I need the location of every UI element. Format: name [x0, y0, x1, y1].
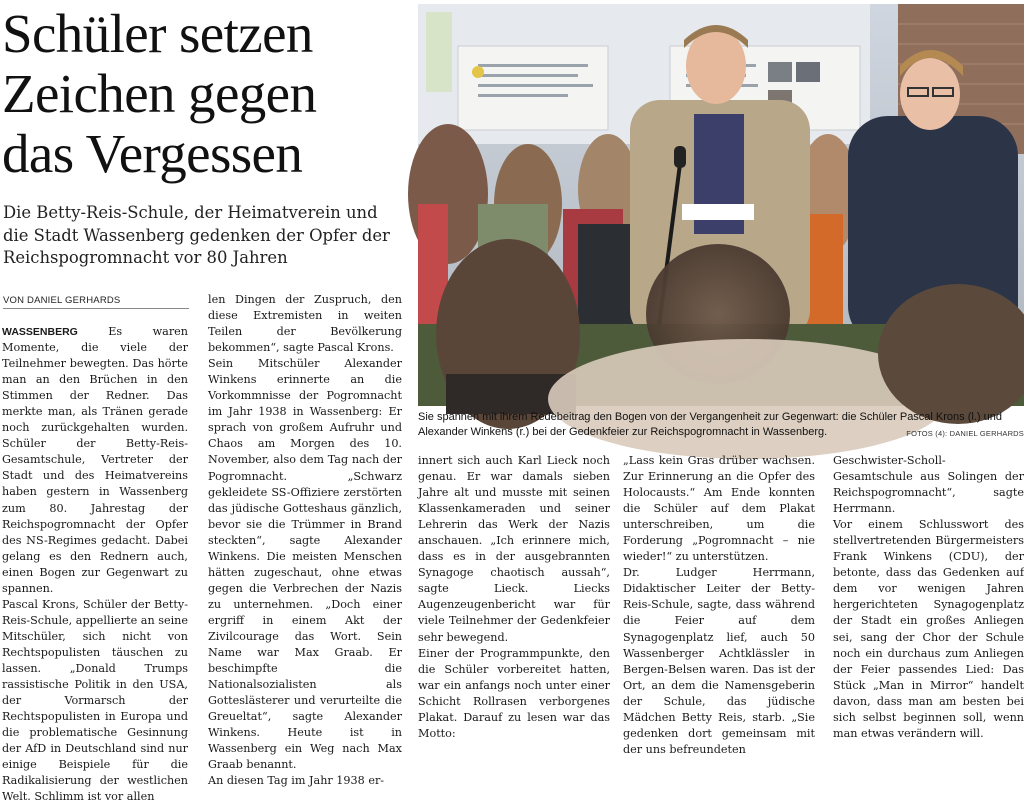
photo-illustration	[418, 4, 1024, 406]
headline-line-2: Zeichen gegen	[2, 63, 317, 124]
text-column-3: innert sich auch Karl Lieck noch genau. Er war damals sieben Jahre alt und musste mit seinen Klassenkameraden und seiner Lehrerin das Werk der Nazis anschauen. „Ich erinnere mich, dass es in der ausgebrannten Synagoge chaotisch aussah“, sagte Lieck. Liecks Augenzeugenbericht war für viele Teilnehmer der Gedenkfeier sehr bewegend. Einer der Programmpunkte, den die Schüler vorbereitet hatten, war ein anfangs noch unter einer Schicht Rollrasen verborgenes Plakat. Darauf zu lesen war das Motto:	[418, 454, 610, 740]
article-byline: VON DANIEL GERHARDS	[3, 295, 189, 309]
text-column-4: „Lass kein Gras drüber wachsen. Zur Erinnerung an die Opfer des Holocausts.“ Am Ende konnten die Schüler auf dem Plakat unterschreiben, um die Forderung „Pogromnacht – nie wieder!“ zu unterstützen. Dr. Ludger Herrmann, Didaktischer Leiter der Betty-Reis-Schule, sagte, dass während die Feier auf dem Synagogenplatz lief, auch 50 Wassenberger Achtklässler in Bergen-Belsen waren. Das ist der Ort, an dem die Namensgeberin der Schule, das jüdische Mädchen Betty Reis, starb. „Sie gedenken dort gemeinsam mit der uns befreundeten	[623, 454, 815, 756]
photo-caption: Sie spannen mit ihrem Redebeitrag den Bogen von der Vergangenheit zur Gegenwart: die Schüler Pascal Krons (l.) und Alexander Winkens (r.) bei der Gedenkfeier zur Reichspogromnacht in Wassenberg.	[418, 411, 1002, 438]
photo-credit: FOTOS (4): DANIEL GERHARDS	[906, 429, 1024, 438]
text-column-1	[2, 324, 189, 804]
article-photo	[418, 4, 1024, 406]
headline-line-3: das Vergessen	[2, 123, 303, 184]
article-dateline: WASSENBERG	[2, 326, 78, 338]
article-subhead: Die Betty-Reis-Schule, der Heimatverein und die Stadt Wassenberg gedenken der Opfer der Reichspogromnacht vor 80 Jahren	[3, 203, 390, 267]
text-column-5: Geschwister-Scholl-Gesamtschule aus Solingen der Reichspogromnacht“, sagte Herrmann. Vor einem Schlusswort des stellvertretenden Bürgermeisters Frank Winkens (CDU), der betonte, dass das Gedenken auf dem vor wenigen Jahren hergerichteten Synagogenplatz der Stadt ein großes Anliegen sei, sang der Chor der Schule noch ein durchaus zum Anliegen der Feier passendes Lied: Das Stück „Man in Mirror“ handelt davon, dass man am besten bei sich selbst beginnen soll, wenn man etwas verändern will.	[833, 454, 1024, 740]
article-headline	[2, 4, 402, 184]
headline-line-1: Schüler setzen	[2, 3, 313, 64]
text-column-2: len Dingen der Zuspruch, den diese Extremisten in weiten Teilen der Bevölkerung bekommen“, sagte Pascal Krons. Sein Mitschüler Alexander Winkens erinnerte an die Vorkommnisse der Pogromnacht im Jahr 1938 in Wassenberg: Er sprach von großem Aufruhr und Chaos am Morgen des 10. November, also dem Tag nach der Pogromnacht. „Schwarz gekleidete SS-Offiziere zerstörten das jüdische Gotteshaus gänzlich, bevor sie die Trümmer in Brand steckten“, sagte Alexander Winkens. Die meisten Menschen hätten zugeschaut, ohne etwas gegen die Verbrechen der Nazis zu unternehmen. „Doch einer ergriff in einem Akt der Zivilcourage das Wort. Sein Name war Max Graab. Er beschimpfte die Nationalsozialisten als Gotteslästerer und verurteilte die Greueltat“, sagte Alexander Winkens. Heute ist in Wassenberg ein Weg nach Max Graab benannt. An diesen Tag im Jahr 1938 er-	[208, 293, 402, 788]
column-1-text: Es waren Momente, die viele der Teilnehmer bewegten. Das hörte man an den Brüchen in den Stimmen der Redner. Das merkte man, als Tränen gerade noch zurückgehalten wurden. Schüler der Betty-Reis-Gesamtschule, Vertreter der Stadt und des Heimatvereins haben gestern in Wassenberg zum 80. Jahrestag der Reichspogromnacht der Opfer des NS-Regimes gedacht. Dabei gelang es den Rednern auch, einen Bogen zur Gegenwart zu spannen. Pascal Krons, Schüler der Betty-Reis-Schule, appellierte an seine Mitschüler, sich nicht von Rechtspopulisten täuschen zu lassen. „Donald Trumps rassistische Politik in den USA, der Vormarsch der Rechtspopulisten in Europa und die problematische Gesinnung der AfD in Deutschland sind nur einige Beispiele für die Radikalisierung der westlichen Welt. Schlimm ist vor allen	[2, 325, 189, 804]
